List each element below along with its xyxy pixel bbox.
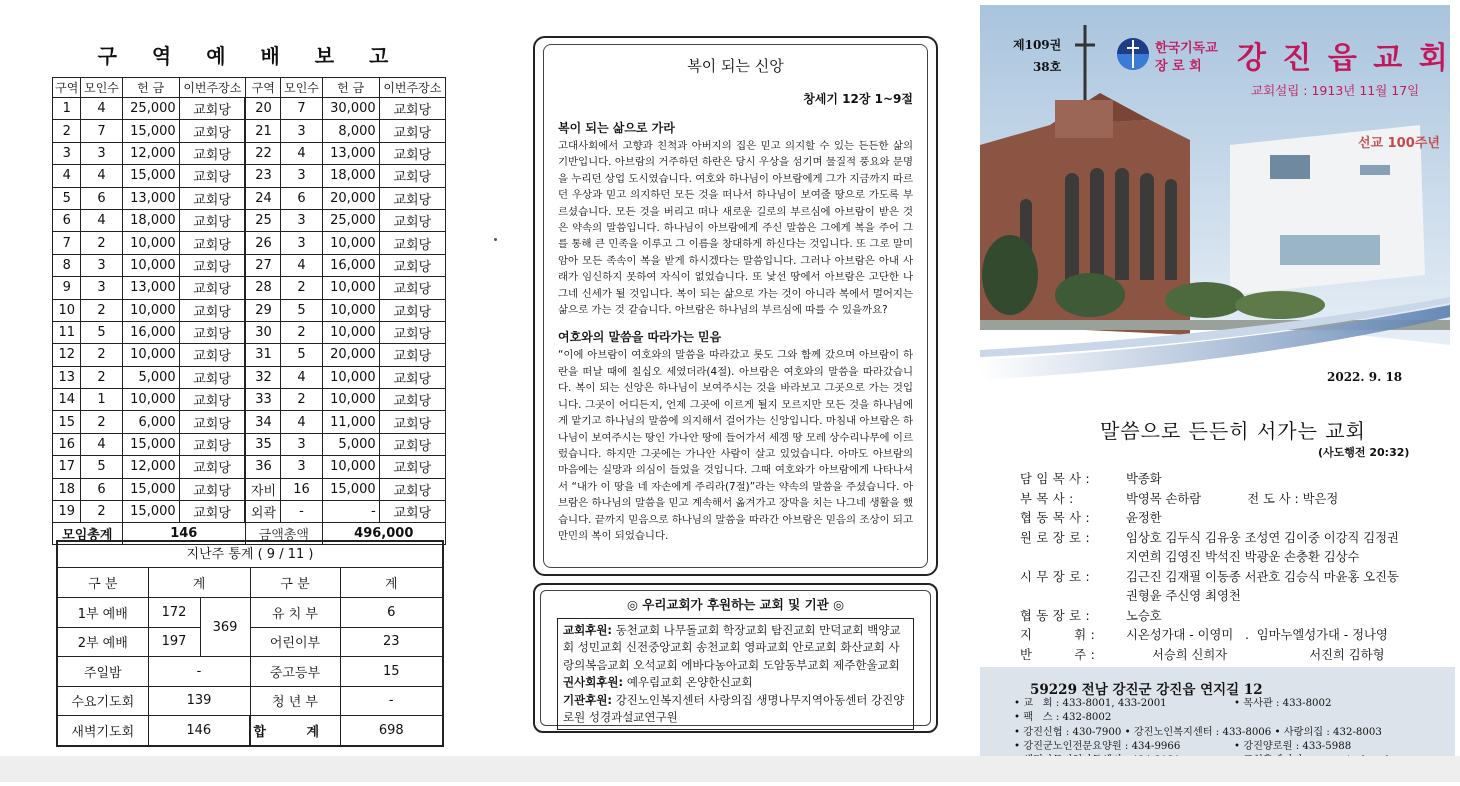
report-row xyxy=(53,501,446,523)
district-report-table xyxy=(52,77,446,545)
offering-cell: 10,000 xyxy=(122,299,179,321)
place-cell: 교회당 xyxy=(179,299,245,321)
stats-row xyxy=(58,598,442,628)
district-cell: 15 xyxy=(53,411,81,433)
report-row xyxy=(53,478,446,500)
volume-issue xyxy=(1013,34,1061,78)
bulletin-date: 2022. 9. 18 xyxy=(1327,370,1403,384)
district-cell: 23 xyxy=(245,165,280,187)
staff-names: 지연희 김영진 박석진 박광운 손충환 김상수 xyxy=(1126,550,1360,564)
offering-cell: 10,000 xyxy=(322,321,379,343)
staff-row xyxy=(1020,646,1399,666)
contact-item: • 강진신협 : 430-7900 • 강진노인복지센터 : 433-8006 • 사랑의집 : 432-8003 xyxy=(1014,726,1382,738)
contact-item: • 교 회 : 433-8001, 433-2001 xyxy=(1014,698,1167,709)
staff-row xyxy=(1020,568,1399,588)
attendance-cell: 2 xyxy=(81,501,122,523)
staff-row xyxy=(1020,626,1399,646)
offering-cell: 16,000 xyxy=(122,321,179,343)
staff-label: 부 목 사 : xyxy=(1020,491,1074,506)
report-row xyxy=(53,209,446,231)
sermon-paragraph: 고대사회에서 고향과 친척과 아버지의 집은 믿고 의지할 수 있는 든든한 삶의 기반입니다. 아브람의 거주하던 하란은 당시 우상을 섬기며 물질적 풍요와 문명을 누리던 상업 도시였습니다. 여호와 하나님이 아브람에게 그가 지금까지 따르던 우상과 믿고 의지하던 모든 것을 떠나서 하나님이 보여줄 땅으로 가도록 부르셨습니다. 모든 것을 버리고 떠나 새로운 길로의 부르심에 아브람이 받은 것은 약속의 말씀입니다. 하나님이 아브람에게 주신 말씀은 그에게 복을 주어 그를 통해 큰 민족을 이루고 그 이름을 창대하게 하신다는 것입니다. 또 그로 말미암아 모든 족속이 복을 받게 하시겠다는 말씀입니다. 그러나 아브람은 아내 사래가 임신하지 못하여 자식이 없었습니다. 또 낯선 땅에서 아브람은 고단한 나그네 신세가 될 것입니다. 복이 되는 삶으로 가는 것이 아니라 복에서 멀어지는 삶으로 가는 것 같습니다. 아브람은 하나님의 부르심에 따를 수 있을까요? xyxy=(558,140,913,317)
staff-row xyxy=(1020,607,1399,627)
report-row xyxy=(53,321,446,343)
attendance-cell: 4 xyxy=(281,254,322,276)
offering-cell: 6,000 xyxy=(122,411,179,433)
contact-item: • 목사관 : 433-8002 xyxy=(1234,698,1332,709)
stats-label: 청 년 부 xyxy=(250,686,340,716)
attendance-cell: - xyxy=(281,501,322,523)
staff-label: 담 임 목 사 : xyxy=(1020,472,1090,486)
denomination-line2: 장 로 회 xyxy=(1155,59,1202,74)
place-cell: 교회당 xyxy=(379,165,445,187)
offering-cell: 10,000 xyxy=(322,366,379,388)
offering-cell: 15,000 xyxy=(122,501,179,523)
district-cell: 18 xyxy=(53,478,81,500)
church-motto: 말씀으로 든든히 서가는 교회 xyxy=(1100,419,1366,443)
place-cell: 교회당 xyxy=(379,389,445,411)
staff-row xyxy=(1020,548,1399,568)
offering-cell: 12,000 xyxy=(122,142,179,164)
attendance-cell: 4 xyxy=(81,98,122,120)
attendance-cell: 2 xyxy=(81,366,122,388)
attendance-cell: 1 xyxy=(81,389,122,411)
attendance-cell: 7 xyxy=(281,98,322,120)
attendance-cell: 5 xyxy=(81,321,122,343)
district-cell: 외곽 xyxy=(245,501,280,523)
sermon-paragraph: “이에 아브람이 여호와의 말씀을 따라갔고 롯도 그와 함께 갔으며 아브람이 하란을 떠날 때에 칠십오 세였더라(4절). 아브람은 여호와의 말씀을 따라갔습니다. 복이 되는 신앙은 하나님이 보여주시는 것을 바라보고 그곳으로 가는 것입니다. 그곳이 어디든지, 언제 그곳에 이르게 될지 모르지만 모든 것을 하나님에게 맡기고 하나님의 말씀에 의지해서 걸어가는 신앙입니다. 마침내 아브람은 하나님이 보여주시는 땅인 가나안 땅에 들어가서 세겜 땅 모레 상수리나무에 이르렀습니다. 하지만 그곳에는 가나안 사람이 살고 있었습니다. 아마도 아브람의 마음에는 실망과 의심이 들었을 것입니다. 그때 여호와가 아브람에게 나타나셔서 “내가 이 땅을 네 자손에게 주리라(7절)”라는 약속의 말씀을 주셨습니다. 아브람은 하나님의 말씀을 믿고 계속해서 옮겨가고 장막을 치는 나그네 생활을 했습니다. 끝까지 믿음으로 하나님의 말씀을 따라간 아브람은 믿음의 조상이 되고 만민의 복이 되었습니다. xyxy=(558,349,913,542)
attendance-cell: 5 xyxy=(81,456,122,478)
staff-names: 김근진 김재필 이동종 서관호 김승식 마윤홍 오진동 xyxy=(1126,569,1399,584)
district-cell: 12 xyxy=(53,344,81,366)
offering-cell: 5,000 xyxy=(322,433,379,455)
stats-label: 주일밤 xyxy=(58,657,148,687)
place-cell: 교회당 xyxy=(379,120,445,142)
report-row xyxy=(53,98,446,120)
district-cell: 34 xyxy=(245,411,280,433)
district-cell: 2 xyxy=(53,120,81,142)
place-cell: 교회당 xyxy=(379,254,445,276)
total-count: 146 xyxy=(122,523,245,545)
stats-label: 2부 예배 xyxy=(58,627,148,657)
header-district: 구역 xyxy=(53,78,81,98)
offering-cell: 5,000 xyxy=(122,366,179,388)
offering-cell: 10,000 xyxy=(122,232,179,254)
stats-value: 6 xyxy=(340,598,442,628)
stats-label: 유 치 부 xyxy=(250,598,340,628)
attendance-cell: 3 xyxy=(281,165,322,187)
attendance-cell: 2 xyxy=(281,321,322,343)
left-panel xyxy=(52,40,448,545)
stats-header-row xyxy=(58,568,442,598)
district-cell: 26 xyxy=(245,232,280,254)
staff-names: 시온성가대 - 이영미 . 임마누엘성가대 - 정나영 xyxy=(1126,628,1388,642)
place-cell: 교회당 xyxy=(379,142,445,164)
amount-total: 496,000 xyxy=(322,523,445,545)
district-cell: 14 xyxy=(53,389,81,411)
staff-label: 시 무 장 로 : xyxy=(1020,569,1090,584)
denomination-emblem-icon xyxy=(1115,36,1235,76)
attendance-cell: 7 xyxy=(81,120,122,142)
district-cell: 17 xyxy=(53,456,81,478)
support-churches-label: 교회후원: xyxy=(563,623,613,637)
stats-row xyxy=(58,716,442,746)
report-row xyxy=(53,232,446,254)
attendance-cell: 2 xyxy=(81,411,122,433)
district-cell: 20 xyxy=(245,98,280,120)
place-cell: 교회당 xyxy=(379,98,445,120)
stats-row xyxy=(58,657,442,687)
report-body xyxy=(53,98,446,523)
church-address: 59229 전남 강진군 강진읍 연지길 12 xyxy=(1030,682,1263,698)
offering-cell: 10,000 xyxy=(322,456,379,478)
report-row xyxy=(53,344,446,366)
district-cell: 1 xyxy=(53,98,81,120)
attendance-cell: 4 xyxy=(281,142,322,164)
report-row xyxy=(53,187,446,209)
stats-value: 197 xyxy=(148,627,200,657)
district-cell: 28 xyxy=(245,277,280,299)
stats-label: 중고등부 xyxy=(250,657,340,687)
offering-cell: 25,000 xyxy=(122,98,179,120)
attendance-cell: 6 xyxy=(81,187,122,209)
district-cell: 25 xyxy=(245,209,280,231)
sermon-reference: 창세기 12장 1~9절 xyxy=(803,92,913,106)
stats-header-gye: 계 xyxy=(340,568,442,598)
report-row xyxy=(53,411,446,433)
place-cell: 교회당 xyxy=(379,433,445,455)
offering-cell: 15,000 xyxy=(122,478,179,500)
stats-value: 146 xyxy=(148,716,250,746)
offering-cell: 15,000 xyxy=(122,433,179,455)
offering-cell: 10,000 xyxy=(122,344,179,366)
stats-value: 23 xyxy=(340,627,442,657)
place-cell: 교회당 xyxy=(179,366,245,388)
support-council-label: 권사회후원: xyxy=(563,675,624,690)
place-cell: 교회당 xyxy=(179,433,245,455)
staff-label: 지 휘 : xyxy=(1020,628,1096,642)
place-cell: 교회당 xyxy=(179,501,245,523)
report-row xyxy=(53,433,446,455)
cover-banner: 선교 100주년 xyxy=(1358,136,1440,151)
contact-item: • 강진양로원 : 433-5988 xyxy=(1234,740,1352,752)
report-row xyxy=(53,142,446,164)
staff-label: 원 로 장 로 : xyxy=(1020,530,1090,545)
stats-header-gubun: 구 분 xyxy=(58,568,148,598)
district-cell: 19 xyxy=(53,501,81,523)
place-cell: 교회당 xyxy=(379,501,445,523)
place-cell: 교회당 xyxy=(179,456,245,478)
district-cell: 13 xyxy=(53,366,81,388)
staff-names: 박종화 xyxy=(1126,472,1162,486)
attendance-cell: 3 xyxy=(281,232,322,254)
header-place: 이번주장소 xyxy=(379,78,445,98)
place-cell: 교회당 xyxy=(179,232,245,254)
place-cell: 교회당 xyxy=(179,98,245,120)
place-cell: 교회당 xyxy=(379,187,445,209)
place-cell: 교회당 xyxy=(179,254,245,276)
district-cell: 16 xyxy=(53,433,81,455)
attendance-cell: 2 xyxy=(281,277,322,299)
report-row xyxy=(53,165,446,187)
attendance-cell: 3 xyxy=(281,209,322,231)
offering-cell: 11,000 xyxy=(322,411,379,433)
place-cell: 교회당 xyxy=(379,456,445,478)
attendance-cell: 6 xyxy=(81,478,122,500)
offering-cell: 25,000 xyxy=(322,209,379,231)
district-cell: 31 xyxy=(245,344,280,366)
founded-date: 교회설립 : 1913년 11월 17일 xyxy=(1251,83,1420,98)
offering-cell: 10,000 xyxy=(322,277,379,299)
district-cell: 자비 xyxy=(245,478,280,500)
offering-cell: 16,000 xyxy=(322,254,379,276)
offering-cell: 15,000 xyxy=(322,478,379,500)
attendance-cell: 3 xyxy=(81,142,122,164)
amount-label: 금액총액 xyxy=(245,523,322,545)
support-title: ◎ 우리교회가 후원하는 교회 및 기관 ◎ xyxy=(627,597,844,612)
stats-header-gye: 계 xyxy=(148,568,250,598)
place-cell: 교회당 xyxy=(179,120,245,142)
church-name: 강 진 읍 교 회 xyxy=(1237,41,1451,76)
district-cell: 36 xyxy=(245,456,280,478)
staff-names: 권형윤 주신영 최영천 xyxy=(1126,589,1241,603)
offering-cell: 30,000 xyxy=(322,98,379,120)
place-cell: 교회당 xyxy=(179,411,245,433)
attendance-cell: 2 xyxy=(81,299,122,321)
staff-row xyxy=(1020,509,1399,529)
offering-cell: 10,000 xyxy=(322,389,379,411)
district-cell: 21 xyxy=(245,120,280,142)
staff-names: 서승희 신희자 서진희 김하형 xyxy=(1152,647,1385,662)
district-cell: 35 xyxy=(245,433,280,455)
sermon-title: 복이 되는 신앙 xyxy=(687,57,784,75)
contact-row xyxy=(1014,697,1417,711)
scan-speck xyxy=(494,238,497,241)
header-district: 구역 xyxy=(245,78,280,98)
attendance-cell: 5 xyxy=(281,299,322,321)
offering-cell: 20,000 xyxy=(322,187,379,209)
staff-names: 노승호 xyxy=(1126,608,1162,623)
offering-cell: 8,000 xyxy=(322,120,379,142)
offering-cell: 20,000 xyxy=(322,344,379,366)
place-cell: 교회당 xyxy=(379,366,445,388)
district-report-title: 구 역 예 배 보 고 xyxy=(97,44,403,68)
stats-sum: 369 xyxy=(200,598,250,657)
stats-label: 1부 예배 xyxy=(58,598,148,628)
report-row xyxy=(53,254,446,276)
attendance-cell: 2 xyxy=(81,344,122,366)
header-offering: 헌 금 xyxy=(322,78,379,98)
attendance-cell: 4 xyxy=(281,366,322,388)
attendance-cell: 3 xyxy=(281,433,322,455)
staff-label: 반 주 : xyxy=(1020,647,1096,662)
attendance-cell: 4 xyxy=(281,411,322,433)
district-cell: 8 xyxy=(53,254,81,276)
attendance-cell: 4 xyxy=(81,165,122,187)
offering-cell: 18,000 xyxy=(322,165,379,187)
stats-title: 지난주 통계 ( 9 / 11 ) xyxy=(58,542,442,568)
offering-cell: 15,000 xyxy=(122,165,179,187)
attendance-cell: 6 xyxy=(281,187,322,209)
support-council: 예우림교회 온양한신교회 xyxy=(626,675,753,690)
district-cell: 29 xyxy=(245,299,280,321)
district-cell: 9 xyxy=(53,277,81,299)
district-cell: 11 xyxy=(53,321,81,343)
place-cell: 교회당 xyxy=(179,142,245,164)
attendance-cell: 4 xyxy=(81,209,122,231)
place-cell: 교회당 xyxy=(179,209,245,231)
support-inner xyxy=(540,590,931,726)
district-cell: 24 xyxy=(245,187,280,209)
sermon-heading: 여호와의 말씀을 따라가는 믿음 xyxy=(558,330,722,345)
place-cell: 교회당 xyxy=(379,344,445,366)
place-cell: 교회당 xyxy=(379,478,445,500)
staff-label: 전 도 사 : xyxy=(1247,491,1299,506)
district-cell: 30 xyxy=(245,321,280,343)
motto-reference: (사도행전 20:32) xyxy=(1318,446,1410,459)
stats-label: 어린이부 xyxy=(250,627,340,657)
stats-row xyxy=(58,627,442,657)
support-orgs-label: 기관후원: xyxy=(563,692,613,707)
offering-cell: 10,000 xyxy=(122,254,179,276)
stats-label: 수요기도회 xyxy=(58,686,148,716)
stats-label: 새벽기도회 xyxy=(58,716,148,746)
contact-row xyxy=(1014,726,1417,740)
offering-cell: 13,000 xyxy=(122,277,179,299)
sermon-inner xyxy=(543,44,928,568)
place-cell: 교회당 xyxy=(379,321,445,343)
attendance-cell: 4 xyxy=(81,433,122,455)
report-header-row xyxy=(53,78,446,98)
staff-label: 협 동 목 사 : xyxy=(1020,511,1090,525)
support-churches: 동천교회 나무돌교회 학장교회 탐진교회 만덕교회 백양교회 성민교회 신전중앙교회 송천교회 영파교회 안로교회 화산교회 사랑의복음교회 오석교회 에바다농아교회 도암동부교회 제주한울교회 xyxy=(563,623,901,672)
district-cell: 4 xyxy=(53,165,81,187)
stats-value: - xyxy=(340,686,442,716)
place-cell: 교회당 xyxy=(379,209,445,231)
place-cell: 교회당 xyxy=(379,277,445,299)
place-cell: 교회당 xyxy=(179,344,245,366)
stats-value: - xyxy=(148,657,250,687)
staff-names: 박영목 손하람 xyxy=(1126,491,1202,506)
denomination-line1: 한국기독교 xyxy=(1155,41,1218,56)
offering-cell: 10,000 xyxy=(322,299,379,321)
offering-cell: 15,000 xyxy=(122,120,179,142)
place-cell: 교회당 xyxy=(379,411,445,433)
stats-value: 172 xyxy=(148,598,200,628)
contact-item: • 팩 스 : 432-8002 xyxy=(1014,712,1112,724)
header-offering: 헌 금 xyxy=(122,78,179,98)
attendance-cell: 16 xyxy=(281,478,322,500)
staff-row xyxy=(1020,587,1399,607)
attendance-cell: 3 xyxy=(81,277,122,299)
offering-cell: - xyxy=(322,501,379,523)
offering-cell: 13,000 xyxy=(322,142,379,164)
place-cell: 교회당 xyxy=(179,321,245,343)
report-row xyxy=(53,389,446,411)
staff-row xyxy=(1020,470,1399,490)
district-cell: 7 xyxy=(53,232,81,254)
support-orgs: 강진노인복지센터 사랑의집 생명나무지역아동센터 강진양로원 성경과설교연구원 xyxy=(563,692,905,725)
place-cell: 교회당 xyxy=(179,389,245,411)
place-cell: 교회당 xyxy=(179,165,245,187)
offering-cell: 13,000 xyxy=(122,187,179,209)
contact-item: • 강진군노인전문요양원 : 434-9966 xyxy=(1014,740,1181,752)
offering-cell: 12,000 xyxy=(122,456,179,478)
contact-row xyxy=(1014,711,1417,725)
attendance-cell: 2 xyxy=(81,232,122,254)
report-row xyxy=(53,456,446,478)
staff-names: 임상호 김두식 김유웅 조성연 김이중 이강직 김정권 xyxy=(1126,530,1399,545)
contact-row xyxy=(1014,740,1417,754)
stats-value: 139 xyxy=(148,686,250,716)
report-row xyxy=(53,299,446,321)
stats-header-gubun: 구 분 xyxy=(250,568,340,598)
district-cell: 3 xyxy=(53,142,81,164)
sermon-heading: 복이 되는 삶으로 가라 xyxy=(558,121,675,135)
stats-label: 합 계 xyxy=(250,716,340,746)
header-place: 이번주장소 xyxy=(179,78,245,98)
volume-number: 제109권 xyxy=(1013,38,1062,52)
staff-label: 협 동 장 로 : xyxy=(1020,608,1090,623)
district-cell: 27 xyxy=(245,254,280,276)
staff-row xyxy=(1020,529,1399,549)
attendance-cell: 3 xyxy=(81,254,122,276)
staff-names: 윤정한 xyxy=(1126,511,1162,525)
place-cell: 교회당 xyxy=(179,478,245,500)
staff-row xyxy=(1020,490,1399,510)
report-row xyxy=(53,120,446,142)
stats-value: 698 xyxy=(340,716,442,746)
stats-table xyxy=(58,568,442,745)
district-cell: 33 xyxy=(245,389,280,411)
staff-names: 박은정 xyxy=(1302,491,1339,506)
stats-value: 15 xyxy=(340,657,442,687)
staff-list xyxy=(1020,470,1399,665)
weekly-stats xyxy=(56,540,444,747)
stats-row xyxy=(58,686,442,716)
report-row xyxy=(53,277,446,299)
attendance-cell: 2 xyxy=(281,389,322,411)
district-cell: 6 xyxy=(53,209,81,231)
attendance-cell: 3 xyxy=(281,120,322,142)
offering-cell: 10,000 xyxy=(322,232,379,254)
header-attendance: 모인수 xyxy=(81,78,122,98)
district-cell: 32 xyxy=(245,366,280,388)
district-cell: 5 xyxy=(53,187,81,209)
place-cell: 교회당 xyxy=(179,277,245,299)
denomination-logo xyxy=(1115,36,1235,80)
place-cell: 교회당 xyxy=(379,232,445,254)
place-cell: 교회당 xyxy=(379,299,445,321)
district-cell: 22 xyxy=(245,142,280,164)
support-list xyxy=(557,618,914,730)
support-box xyxy=(533,583,938,733)
report-row xyxy=(53,366,446,388)
sermon-box xyxy=(533,36,938,576)
total-label: 모임총계 xyxy=(53,523,123,545)
attendance-cell: 3 xyxy=(281,456,322,478)
scan-edge xyxy=(0,756,1460,782)
issue-number: 38호 xyxy=(1032,60,1062,74)
header-attendance: 모인수 xyxy=(281,78,322,98)
district-cell: 10 xyxy=(53,299,81,321)
offering-cell: 10,000 xyxy=(122,389,179,411)
place-cell: 교회당 xyxy=(179,187,245,209)
attendance-cell: 5 xyxy=(281,344,322,366)
offering-cell: 18,000 xyxy=(122,209,179,231)
